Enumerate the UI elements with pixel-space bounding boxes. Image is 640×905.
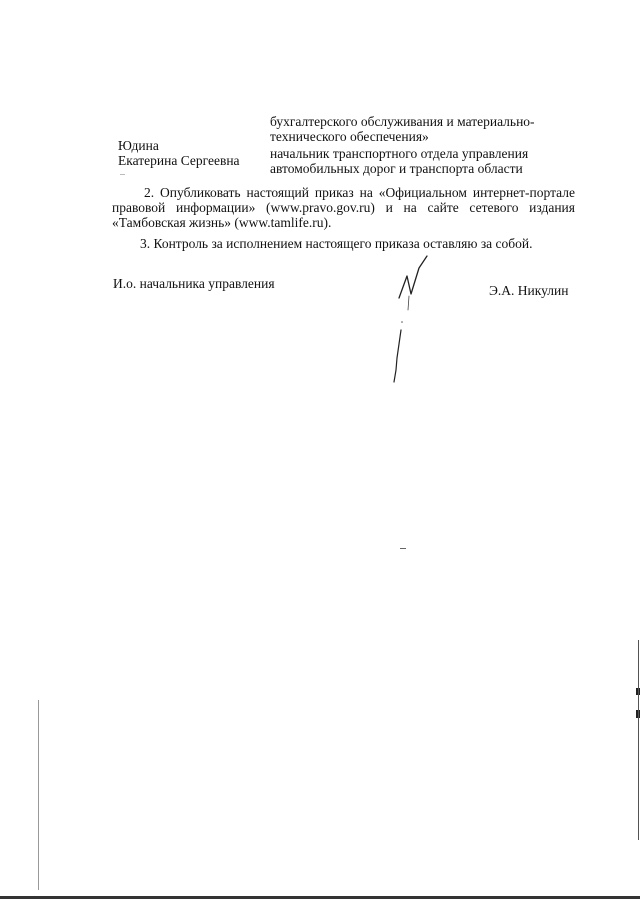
table-text-line: автомобильных дорог и транспорта области xyxy=(270,161,523,176)
table-text-line: технического обеспечения» xyxy=(270,129,429,144)
handwritten-signature xyxy=(385,248,445,388)
table-text-line: бухгалтерского обслуживания и материально- xyxy=(270,114,535,129)
person-first-names: Екатерина Сергеевна xyxy=(118,153,240,168)
paragraph-line: 2. Опубликовать настоящий приказ на «Официальном интернет-портале xyxy=(144,185,575,200)
paragraph-line: правовой информации» (www.pravo.gov.ru) и на сайте сетевого издания xyxy=(112,200,575,215)
table-text-line: начальник транспортного отдела управления xyxy=(270,146,529,161)
scan-speck xyxy=(400,548,406,549)
person-name-cell xyxy=(118,138,240,168)
scan-speck xyxy=(120,174,125,175)
scan-edge-right xyxy=(638,640,639,840)
signer-position: И.о. начальника управления xyxy=(113,276,275,291)
person-last-name: Юдина xyxy=(118,138,159,153)
table-right-cell-top xyxy=(270,114,535,144)
scan-edge-left xyxy=(38,700,39,890)
table-right-cell-bottom xyxy=(270,146,528,176)
paragraph-control: 3. Контроль за исполнением настоящего приказа оставляю за собой. xyxy=(140,236,533,251)
signer-name: Э.А. Никулин xyxy=(489,283,569,298)
paragraph-line-last: «Тамбовская жизнь» (www.tamlife.ru). xyxy=(112,215,332,230)
scan-edge-bottom xyxy=(0,896,640,899)
paragraph-publication xyxy=(112,185,575,215)
